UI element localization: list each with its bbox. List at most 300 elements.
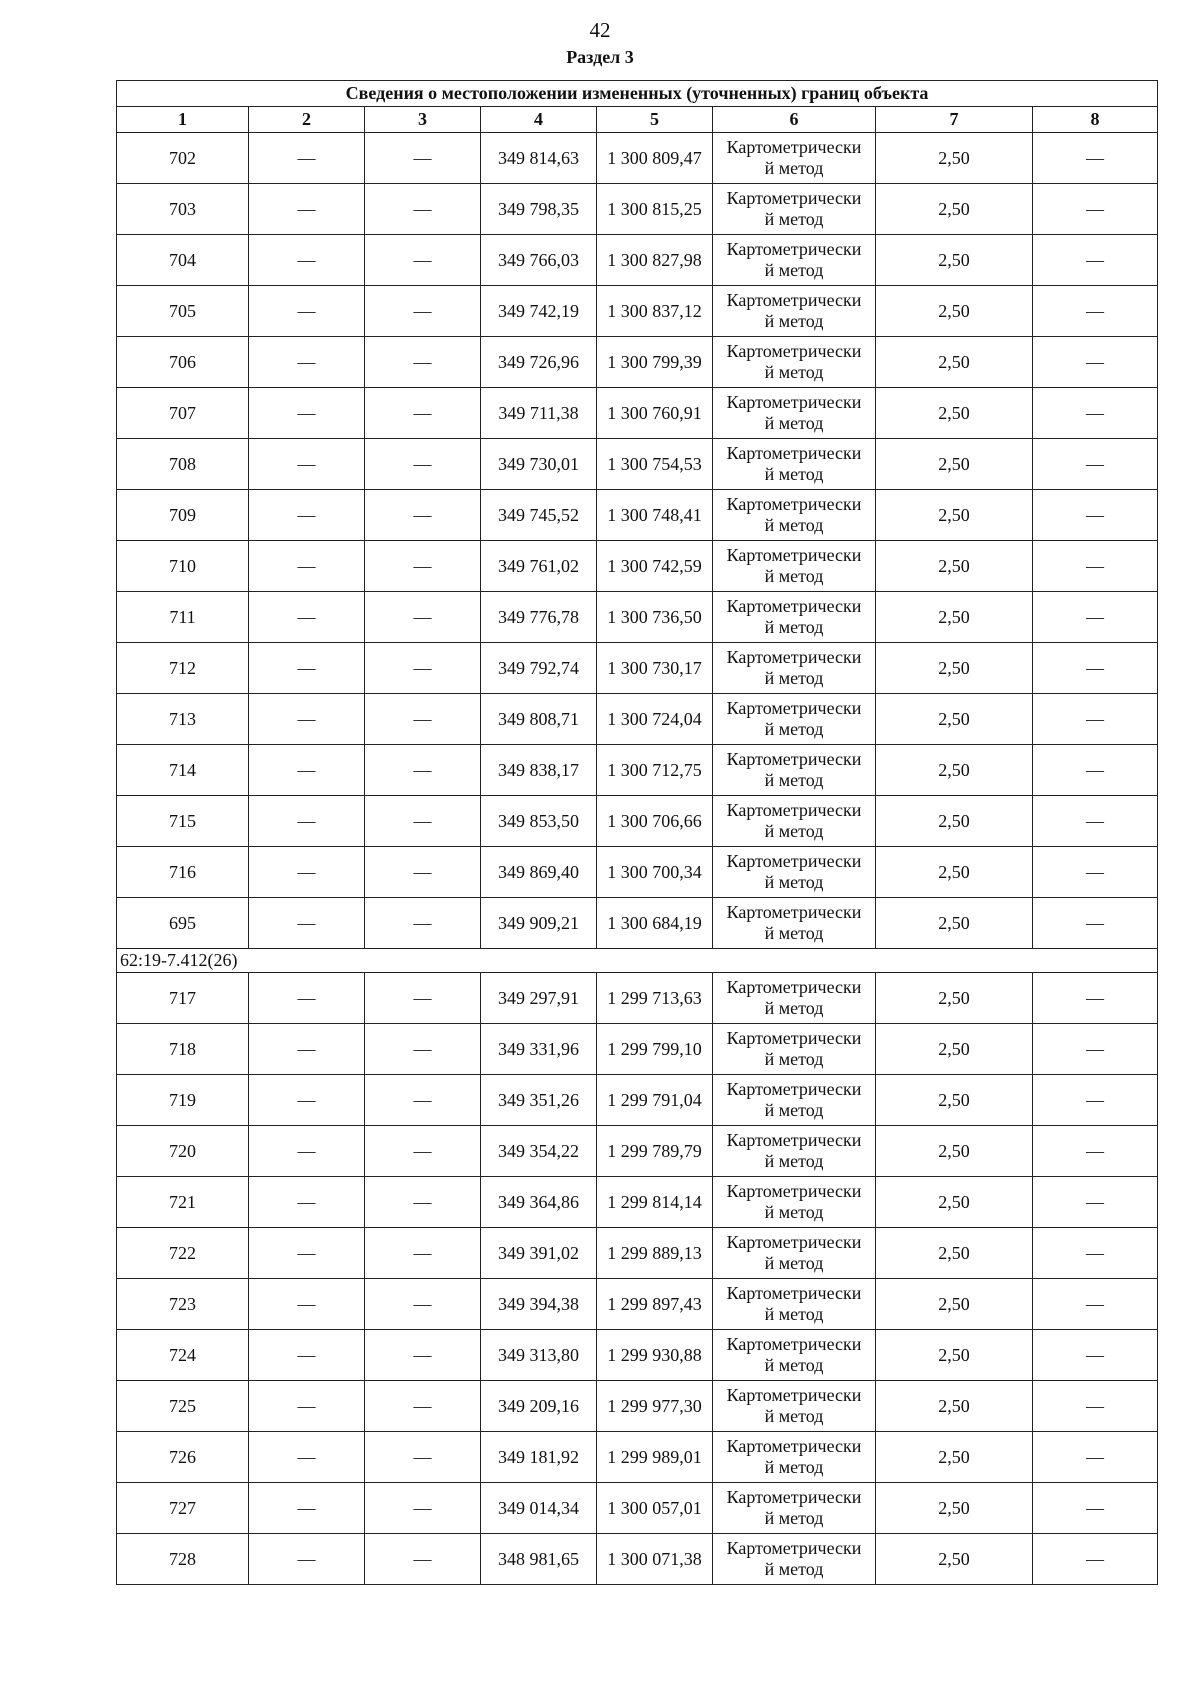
dash-mark: —	[1086, 1293, 1105, 1314]
col3-dash-cell	[365, 847, 481, 898]
dash-mark: —	[297, 1395, 316, 1416]
dash-mark: —	[1086, 453, 1105, 474]
dash-mark: —	[413, 300, 432, 321]
dash-mark: —	[297, 657, 316, 678]
y-coordinate-cell: 1 300 760,91	[597, 388, 713, 439]
accuracy-cell: 2,50	[876, 439, 1033, 490]
x-coordinate-cell: 349 909,21	[481, 898, 597, 949]
dash-mark: —	[413, 912, 432, 933]
col2-dash-cell	[249, 439, 365, 490]
y-coordinate-cell: 1 300 730,17	[597, 643, 713, 694]
group-row	[117, 949, 1158, 973]
col8-dash-cell	[1033, 1534, 1158, 1585]
col2-dash-cell	[249, 337, 365, 388]
accuracy-cell: 2,50	[876, 541, 1033, 592]
dash-mark: —	[1086, 1395, 1105, 1416]
dash-mark: —	[297, 987, 316, 1008]
method-cell	[713, 235, 876, 286]
boundary-coordinates-table	[116, 80, 1158, 1585]
table-row	[117, 1075, 1158, 1126]
col8-dash-cell	[1033, 1432, 1158, 1483]
method-line-1: Картометрически	[726, 1079, 862, 1099]
col8-dash-cell	[1033, 490, 1158, 541]
dash-mark: —	[1086, 759, 1105, 780]
method-line-2: й метод	[764, 1508, 824, 1528]
column-number: 7	[876, 107, 1033, 133]
col3-dash-cell	[365, 1330, 481, 1381]
col8-dash-cell	[1033, 439, 1158, 490]
accuracy-cell: 2,50	[876, 388, 1033, 439]
dash-mark: —	[413, 759, 432, 780]
point-number-cell: 709	[117, 490, 249, 541]
method-line-1: Картометрически	[726, 1181, 862, 1201]
method-line-1: Картометрически	[726, 341, 862, 361]
dash-mark: —	[413, 810, 432, 831]
point-number-cell: 708	[117, 439, 249, 490]
col2-dash-cell	[249, 1432, 365, 1483]
point-number-cell: 710	[117, 541, 249, 592]
col2-dash-cell	[249, 133, 365, 184]
table-row	[117, 1024, 1158, 1075]
x-coordinate-cell: 349 838,17	[481, 745, 597, 796]
y-coordinate-cell: 1 299 989,01	[597, 1432, 713, 1483]
method-cell	[713, 592, 876, 643]
x-coordinate-cell: 349 209,16	[481, 1381, 597, 1432]
col3-dash-cell	[365, 286, 481, 337]
method-cell	[713, 694, 876, 745]
x-coordinate-cell: 349 726,96	[481, 337, 597, 388]
x-coordinate-cell: 349 014,34	[481, 1483, 597, 1534]
dash-mark: —	[297, 1089, 316, 1110]
table-row	[117, 973, 1158, 1024]
col2-dash-cell	[249, 847, 365, 898]
method-cell	[713, 973, 876, 1024]
col8-dash-cell	[1033, 1279, 1158, 1330]
col8-dash-cell	[1033, 973, 1158, 1024]
col8-dash-cell	[1033, 1177, 1158, 1228]
column-number: 3	[365, 107, 481, 133]
accuracy-cell: 2,50	[876, 1279, 1033, 1330]
dash-mark: —	[413, 1395, 432, 1416]
accuracy-cell: 2,50	[876, 973, 1033, 1024]
method-cell	[713, 796, 876, 847]
point-number-cell: 725	[117, 1381, 249, 1432]
method-line-1: Картометрически	[726, 800, 862, 820]
y-coordinate-cell: 1 300 809,47	[597, 133, 713, 184]
y-coordinate-cell: 1 300 071,38	[597, 1534, 713, 1585]
x-coordinate-cell: 349 808,71	[481, 694, 597, 745]
accuracy-cell: 2,50	[876, 490, 1033, 541]
col8-dash-cell	[1033, 1126, 1158, 1177]
point-number-cell: 712	[117, 643, 249, 694]
y-coordinate-cell: 1 299 789,79	[597, 1126, 713, 1177]
dash-mark: —	[297, 912, 316, 933]
method-line-2: й метод	[764, 1406, 824, 1426]
col3-dash-cell	[365, 973, 481, 1024]
method-line-1: Картометрически	[726, 137, 862, 157]
dash-mark: —	[413, 504, 432, 525]
col3-dash-cell	[365, 439, 481, 490]
method-line-2: й метод	[764, 998, 824, 1018]
x-coordinate-cell: 349 181,92	[481, 1432, 597, 1483]
table-row	[117, 439, 1158, 490]
dash-mark: —	[1086, 1242, 1105, 1263]
method-line-2: й метод	[764, 821, 824, 841]
table-caption-row	[117, 81, 1158, 107]
point-number-cell: 727	[117, 1483, 249, 1534]
dash-mark: —	[1086, 300, 1105, 321]
col2-dash-cell	[249, 745, 365, 796]
col3-dash-cell	[365, 1177, 481, 1228]
method-cell	[713, 898, 876, 949]
dash-mark: —	[413, 453, 432, 474]
method-cell	[713, 1279, 876, 1330]
dash-mark: —	[413, 1293, 432, 1314]
table-row	[117, 286, 1158, 337]
method-line-2: й метод	[764, 1304, 824, 1324]
method-line-1: Картометрически	[726, 494, 862, 514]
method-line-1: Картометрически	[726, 188, 862, 208]
dash-mark: —	[1086, 351, 1105, 372]
y-coordinate-cell: 1 300 837,12	[597, 286, 713, 337]
table-row	[117, 694, 1158, 745]
point-number-cell: 723	[117, 1279, 249, 1330]
dash-mark: —	[413, 1038, 432, 1059]
dash-mark: —	[297, 504, 316, 525]
col3-dash-cell	[365, 184, 481, 235]
accuracy-cell: 2,50	[876, 1534, 1033, 1585]
dash-mark: —	[1086, 708, 1105, 729]
col8-dash-cell	[1033, 694, 1158, 745]
method-cell	[713, 1483, 876, 1534]
point-number-cell: 707	[117, 388, 249, 439]
col8-dash-cell	[1033, 388, 1158, 439]
dash-mark: —	[1086, 606, 1105, 627]
table-row	[117, 388, 1158, 439]
method-cell	[713, 1330, 876, 1381]
col3-dash-cell	[365, 541, 481, 592]
y-coordinate-cell: 1 300 815,25	[597, 184, 713, 235]
col2-dash-cell	[249, 796, 365, 847]
method-cell	[713, 1534, 876, 1585]
method-line-1: Картометрически	[726, 392, 862, 412]
dash-mark: —	[1086, 1548, 1105, 1569]
method-cell	[713, 745, 876, 796]
dash-mark: —	[413, 708, 432, 729]
col2-dash-cell	[249, 592, 365, 643]
col8-dash-cell	[1033, 1483, 1158, 1534]
point-number-cell: 718	[117, 1024, 249, 1075]
accuracy-cell: 2,50	[876, 286, 1033, 337]
col2-dash-cell	[249, 1024, 365, 1075]
method-cell	[713, 1177, 876, 1228]
method-line-2: й метод	[764, 668, 824, 688]
table-body	[117, 133, 1158, 1585]
dash-mark: —	[413, 987, 432, 1008]
point-number-cell: 705	[117, 286, 249, 337]
accuracy-cell: 2,50	[876, 847, 1033, 898]
dash-mark: —	[297, 300, 316, 321]
method-line-2: й метод	[764, 566, 824, 586]
col3-dash-cell	[365, 337, 481, 388]
dash-mark: —	[297, 1497, 316, 1518]
dash-mark: —	[413, 1191, 432, 1212]
method-line-2: й метод	[764, 1049, 824, 1069]
col8-dash-cell	[1033, 898, 1158, 949]
dash-mark: —	[297, 1242, 316, 1263]
method-line-1: Картометрически	[726, 1028, 862, 1048]
y-coordinate-cell: 1 300 712,75	[597, 745, 713, 796]
method-cell	[713, 1075, 876, 1126]
col2-dash-cell	[249, 1483, 365, 1534]
accuracy-cell: 2,50	[876, 1432, 1033, 1483]
col3-dash-cell	[365, 388, 481, 439]
point-number-cell: 719	[117, 1075, 249, 1126]
col8-dash-cell	[1033, 337, 1158, 388]
dash-mark: —	[297, 861, 316, 882]
method-cell	[713, 847, 876, 898]
accuracy-cell: 2,50	[876, 1228, 1033, 1279]
accuracy-cell: 2,50	[876, 1075, 1033, 1126]
dash-mark: —	[297, 759, 316, 780]
dash-mark: —	[1086, 504, 1105, 525]
method-cell	[713, 643, 876, 694]
point-number-cell: 720	[117, 1126, 249, 1177]
y-coordinate-cell: 1 299 930,88	[597, 1330, 713, 1381]
x-coordinate-cell: 349 364,86	[481, 1177, 597, 1228]
method-line-2: й метод	[764, 158, 824, 178]
accuracy-cell: 2,50	[876, 1024, 1033, 1075]
col2-dash-cell	[249, 973, 365, 1024]
col2-dash-cell	[249, 1534, 365, 1585]
dash-mark: —	[1086, 1038, 1105, 1059]
method-line-1: Картометрически	[726, 1385, 862, 1405]
table-row	[117, 1483, 1158, 1534]
dash-mark: —	[1086, 657, 1105, 678]
dash-mark: —	[1086, 555, 1105, 576]
table-row	[117, 490, 1158, 541]
dash-mark: —	[297, 1548, 316, 1569]
dash-mark: —	[1086, 1089, 1105, 1110]
method-line-2: й метод	[764, 923, 824, 943]
dash-mark: —	[1086, 912, 1105, 933]
dash-mark: —	[297, 606, 316, 627]
col8-dash-cell	[1033, 184, 1158, 235]
dash-mark: —	[1086, 402, 1105, 423]
col3-dash-cell	[365, 1126, 481, 1177]
dash-mark: —	[1086, 147, 1105, 168]
dash-mark: —	[413, 1548, 432, 1569]
x-coordinate-cell: 349 814,63	[481, 133, 597, 184]
point-number-cell: 695	[117, 898, 249, 949]
dash-mark: —	[413, 657, 432, 678]
table-row	[117, 898, 1158, 949]
accuracy-cell: 2,50	[876, 745, 1033, 796]
dash-mark: —	[297, 147, 316, 168]
method-cell	[713, 1432, 876, 1483]
dash-mark: —	[413, 555, 432, 576]
method-line-2: й метод	[764, 1457, 824, 1477]
y-coordinate-cell: 1 300 724,04	[597, 694, 713, 745]
x-coordinate-cell: 349 351,26	[481, 1075, 597, 1126]
col8-dash-cell	[1033, 1381, 1158, 1432]
point-number-cell: 722	[117, 1228, 249, 1279]
col8-dash-cell	[1033, 133, 1158, 184]
method-line-2: й метод	[764, 1559, 824, 1579]
col8-dash-cell	[1033, 1228, 1158, 1279]
table-row	[117, 1432, 1158, 1483]
dash-mark: —	[1086, 1446, 1105, 1467]
method-line-2: й метод	[764, 209, 824, 229]
point-number-cell: 704	[117, 235, 249, 286]
y-coordinate-cell: 1 300 057,01	[597, 1483, 713, 1534]
table-row	[117, 133, 1158, 184]
x-coordinate-cell: 348 981,65	[481, 1534, 597, 1585]
col3-dash-cell	[365, 694, 481, 745]
method-line-2: й метод	[764, 515, 824, 535]
table-row	[117, 337, 1158, 388]
method-cell	[713, 490, 876, 541]
y-coordinate-cell: 1 299 889,13	[597, 1228, 713, 1279]
col3-dash-cell	[365, 1483, 481, 1534]
x-coordinate-cell: 349 394,38	[481, 1279, 597, 1330]
method-cell	[713, 388, 876, 439]
x-coordinate-cell: 349 313,80	[481, 1330, 597, 1381]
dash-mark: —	[413, 351, 432, 372]
dash-mark: —	[297, 555, 316, 576]
method-line-2: й метод	[764, 464, 824, 484]
x-coordinate-cell: 349 711,38	[481, 388, 597, 439]
section-title: Раздел 3	[566, 47, 634, 67]
dash-mark: —	[297, 810, 316, 831]
accuracy-cell: 2,50	[876, 592, 1033, 643]
dash-mark: —	[297, 1293, 316, 1314]
y-coordinate-cell: 1 299 814,14	[597, 1177, 713, 1228]
col2-dash-cell	[249, 541, 365, 592]
dash-mark: —	[413, 249, 432, 270]
dash-mark: —	[297, 1140, 316, 1161]
x-coordinate-cell: 349 792,74	[481, 643, 597, 694]
y-coordinate-cell: 1 299 977,30	[597, 1381, 713, 1432]
dash-mark: —	[413, 147, 432, 168]
col8-dash-cell	[1033, 1330, 1158, 1381]
accuracy-cell: 2,50	[876, 898, 1033, 949]
method-line-2: й метод	[764, 362, 824, 382]
table-caption: Сведения о местоположении измененных (уточненных) границ объекта	[117, 81, 1158, 107]
x-coordinate-cell: 349 776,78	[481, 592, 597, 643]
table-row	[117, 541, 1158, 592]
table-row	[117, 184, 1158, 235]
method-line-2: й метод	[764, 719, 824, 739]
method-line-1: Картометрически	[726, 596, 862, 616]
y-coordinate-cell: 1 300 736,50	[597, 592, 713, 643]
dash-mark: —	[1086, 987, 1105, 1008]
dash-mark: —	[1086, 1344, 1105, 1365]
col2-dash-cell	[249, 1381, 365, 1432]
dash-mark: —	[413, 1242, 432, 1263]
dash-mark: —	[413, 1446, 432, 1467]
col8-dash-cell	[1033, 847, 1158, 898]
col2-dash-cell	[249, 1126, 365, 1177]
table-row	[117, 592, 1158, 643]
dash-mark: —	[413, 1140, 432, 1161]
y-coordinate-cell: 1 299 713,63	[597, 973, 713, 1024]
method-line-1: Картометрически	[726, 290, 862, 310]
accuracy-cell: 2,50	[876, 796, 1033, 847]
accuracy-cell: 2,50	[876, 1483, 1033, 1534]
point-number-cell: 713	[117, 694, 249, 745]
table-row	[117, 1330, 1158, 1381]
dash-mark: —	[1086, 1191, 1105, 1212]
col8-dash-cell	[1033, 1075, 1158, 1126]
col3-dash-cell	[365, 1534, 481, 1585]
point-number-cell: 702	[117, 133, 249, 184]
column-number: 8	[1033, 107, 1158, 133]
table-row	[117, 1381, 1158, 1432]
col8-dash-cell	[1033, 796, 1158, 847]
method-line-1: Картометрически	[726, 443, 862, 463]
point-number-cell: 703	[117, 184, 249, 235]
y-coordinate-cell: 1 300 700,34	[597, 847, 713, 898]
page-number: 42	[589, 18, 611, 42]
dash-mark: —	[297, 708, 316, 729]
dash-mark: —	[297, 453, 316, 474]
table-row	[117, 643, 1158, 694]
x-coordinate-cell: 349 798,35	[481, 184, 597, 235]
method-line-1: Картометрически	[726, 647, 862, 667]
method-line-2: й метод	[764, 1151, 824, 1171]
y-coordinate-cell: 1 299 897,43	[597, 1279, 713, 1330]
method-line-2: й метод	[764, 1100, 824, 1120]
point-number-cell: 721	[117, 1177, 249, 1228]
method-cell	[713, 1228, 876, 1279]
method-line-1: Картометрически	[726, 977, 862, 997]
dash-mark: —	[297, 1038, 316, 1059]
col2-dash-cell	[249, 898, 365, 949]
col3-dash-cell	[365, 133, 481, 184]
accuracy-cell: 2,50	[876, 1381, 1033, 1432]
dash-mark: —	[413, 198, 432, 219]
table-row	[117, 1126, 1158, 1177]
y-coordinate-cell: 1 300 754,53	[597, 439, 713, 490]
y-coordinate-cell: 1 300 742,59	[597, 541, 713, 592]
col3-dash-cell	[365, 745, 481, 796]
dash-mark: —	[413, 861, 432, 882]
method-line-1: Картометрически	[726, 851, 862, 871]
dash-mark: —	[1086, 249, 1105, 270]
method-cell	[713, 184, 876, 235]
x-coordinate-cell: 349 331,96	[481, 1024, 597, 1075]
point-number-cell: 714	[117, 745, 249, 796]
dash-mark: —	[413, 1497, 432, 1518]
method-cell	[713, 439, 876, 490]
table-row	[117, 796, 1158, 847]
table-row	[117, 847, 1158, 898]
table-row	[117, 1279, 1158, 1330]
accuracy-cell: 2,50	[876, 1330, 1033, 1381]
col3-dash-cell	[365, 1432, 481, 1483]
dash-mark: —	[413, 402, 432, 423]
method-line-2: й метод	[764, 260, 824, 280]
col2-dash-cell	[249, 286, 365, 337]
col2-dash-cell	[249, 184, 365, 235]
table-row	[117, 235, 1158, 286]
accuracy-cell: 2,50	[876, 184, 1033, 235]
accuracy-cell: 2,50	[876, 694, 1033, 745]
col2-dash-cell	[249, 490, 365, 541]
col3-dash-cell	[365, 796, 481, 847]
dash-mark: —	[297, 198, 316, 219]
